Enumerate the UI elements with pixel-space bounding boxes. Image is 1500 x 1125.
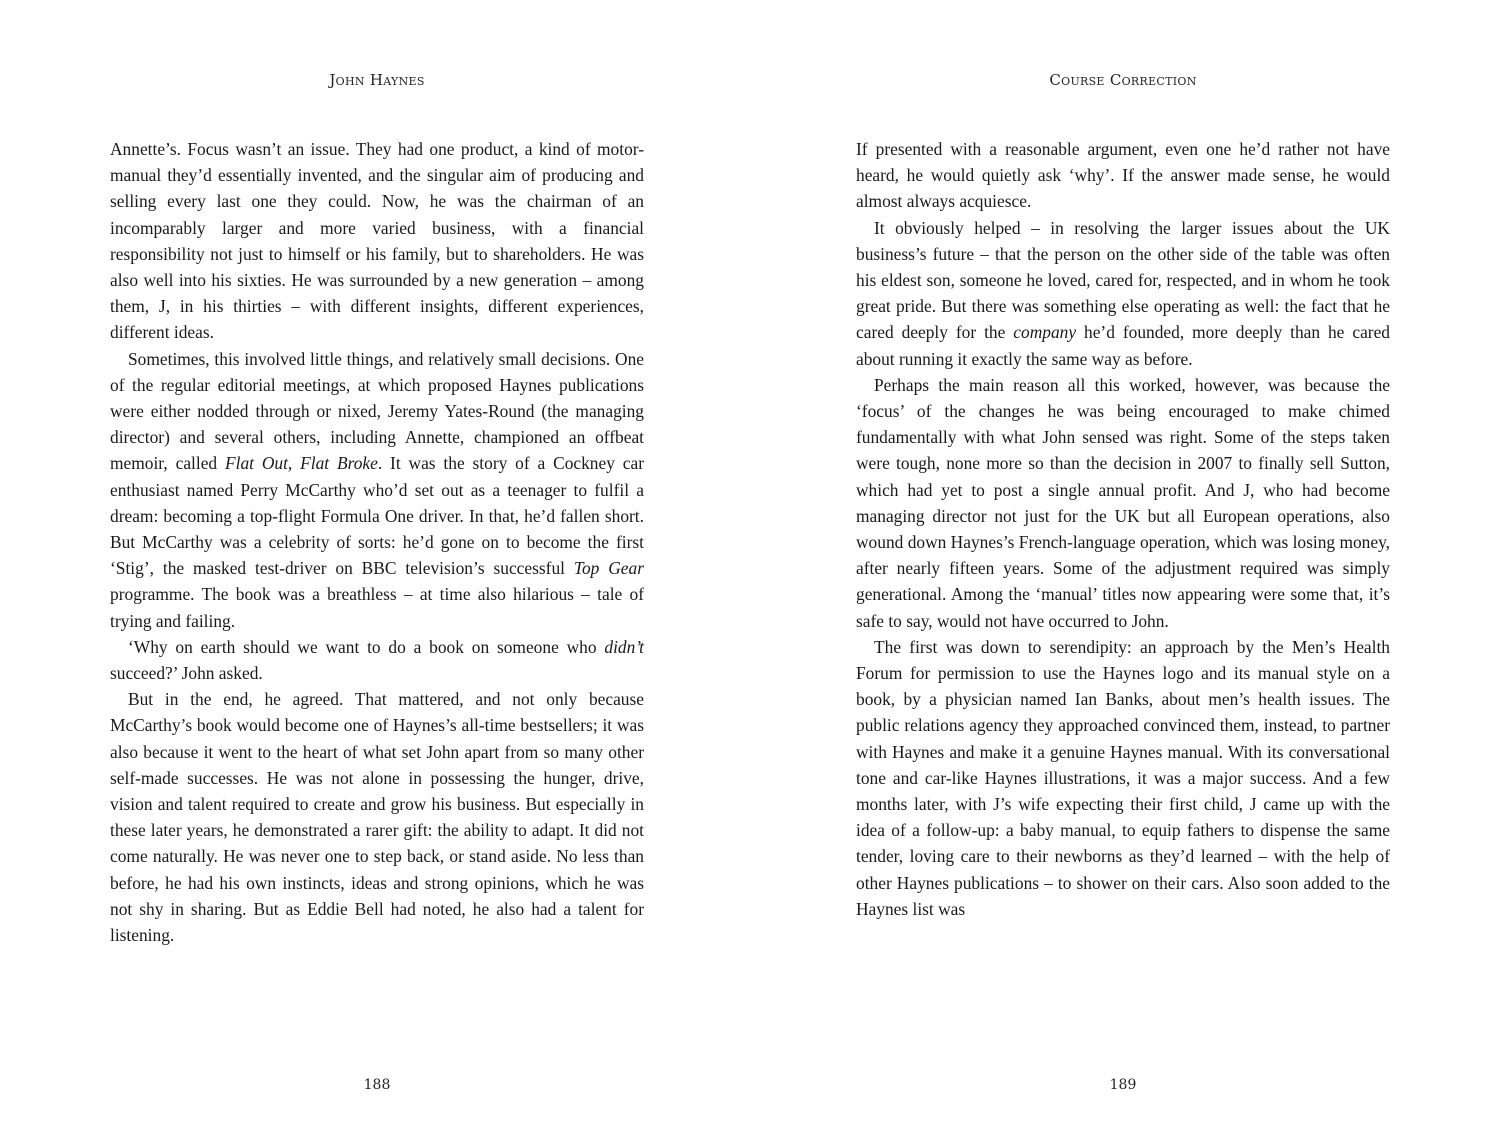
- paragraph: It obviously helped – in resolving the larger issues about the UK business’s future – that the person on the other side of the table was often his eldest son, someone he loved, cared for, respected, and in whom he took great pride. But there was something else operating as well: the fact that he cared deeply for the company he’d founded, more deeply than he cared about running it exactly the same way as before.: [856, 217, 1390, 369]
- paragraph: Sometimes, this involved little things, and relatively small decisions. One of the regular editorial meetings, at which proposed Haynes publications were either nodded through or nixed, Jeremy Yates-Round (the managing director) and several others, including Annette, championed an offbeat memoir, called Flat Out, Flat Broke. It was the story of a Cockney car enthusiast named Perry McCarthy who’d set out as a teenager to fulfil a dream: becoming a top-flight Formula One driver. In that, he’d fallen short. But McCarthy was a celebrity of sorts: he’d gone on to become the first ‘Stig’, the masked test-driver on BBC television’s successful Top Gear programme. The book was a breathless – at time also hilarious – tale of trying and failing.: [110, 348, 645, 631]
- emphasis: didn’t: [604, 636, 644, 657]
- paragraph: But in the end, he agreed. That mattered, and not only because McCarthy’s book would become one of Haynes’s all-time bestsellers; it was also because it went to the heart of what set John apart from so many other self-made successes. He was not alone in possessing the hunger, drive, vision and talent required to create and grow his business. But especially in these later years, he demonstrated a rarer gift: the ability to adapt. It did not come naturally. He was never one to step back, or stand aside. No less than before, he had his own instincts, ideas and strong opinions, which he was not shy in sharing. But as Eddie Bell had noted, he also had a talent for listening.: [110, 689, 644, 946]
- paragraph: Perhaps the main reason all this worked, however, was because the ‘focus’ of the changes he was being encouraged to make chimed fundamentally with what John sensed was right. Some of the steps taken were tough, none more so than the decision in 2007 to finally sell Sutton, which had yet to post a single annual profit. And J, who had become managing director not just for the UK but all European operations, also wound down Haynes’s French-language operation, which was losing money, after nearly fifteen years. Some of the adjustment required was simply generational. Among the ‘manual’ titles now appearing were some that, it’s safe to say, would not have occurred to John.: [856, 374, 1391, 631]
- body-text: [856, 136, 1390, 922]
- running-head: Course Correction: [1049, 71, 1197, 89]
- body-text: [110, 136, 644, 948]
- paragraph: The first was down to serendipity: an approach by the Men’s Health Forum for permission to use the Haynes logo and its manual style on a book, by a physician named Ian Banks, about men’s health issues. The public relations agency they approached convinced them, instead, to partner with Haynes and make it a genuine Haynes manual. With its conversational tone and car-like Haynes illustrations, it was a major success. And a few months later, with J’s wife expecting their first child, J came up with the idea of a follow-up: a baby manual, to equip fathers to dispense the same tender, loving care to their newborns as they’d learned – with the help of other Haynes publications – to shower on their cars. Also soon added to the Haynes list was: [856, 636, 1390, 919]
- page-number: 188: [363, 1077, 391, 1093]
- paragraph: Annette’s. Focus wasn’t an issue. They had one product, a kind of motor-manual they’d essentially invented, and the singular aim of producing and selling every last one they could. Now, he was the chairman of an incomparably larger and more varied business, with a financial responsibility not just to himself or his family, but to shareholders. He was also well into his sixties. He was surrounded by a new generation – among them, J, in his thirties – with different insights, different experiences, different ideas.: [110, 139, 644, 343]
- running-head: John Haynes: [329, 71, 425, 89]
- paragraph: If presented with a reasonable argument, even one he’d rather not have heard, he would quietly ask ‘why’. If the answer made sense, he would almost always acquiesce.: [856, 139, 1390, 212]
- book-title: Flat Out, Flat Broke: [224, 453, 378, 474]
- right-page: [750, 0, 1500, 1125]
- paragraph: ‘Why on earth should we want to do a book on someone who didn’t succeed?’ John asked.: [110, 636, 644, 684]
- emphasis: company: [1013, 322, 1077, 343]
- page-number: 189: [1109, 1077, 1137, 1093]
- programme-title: Top Gear: [573, 558, 644, 579]
